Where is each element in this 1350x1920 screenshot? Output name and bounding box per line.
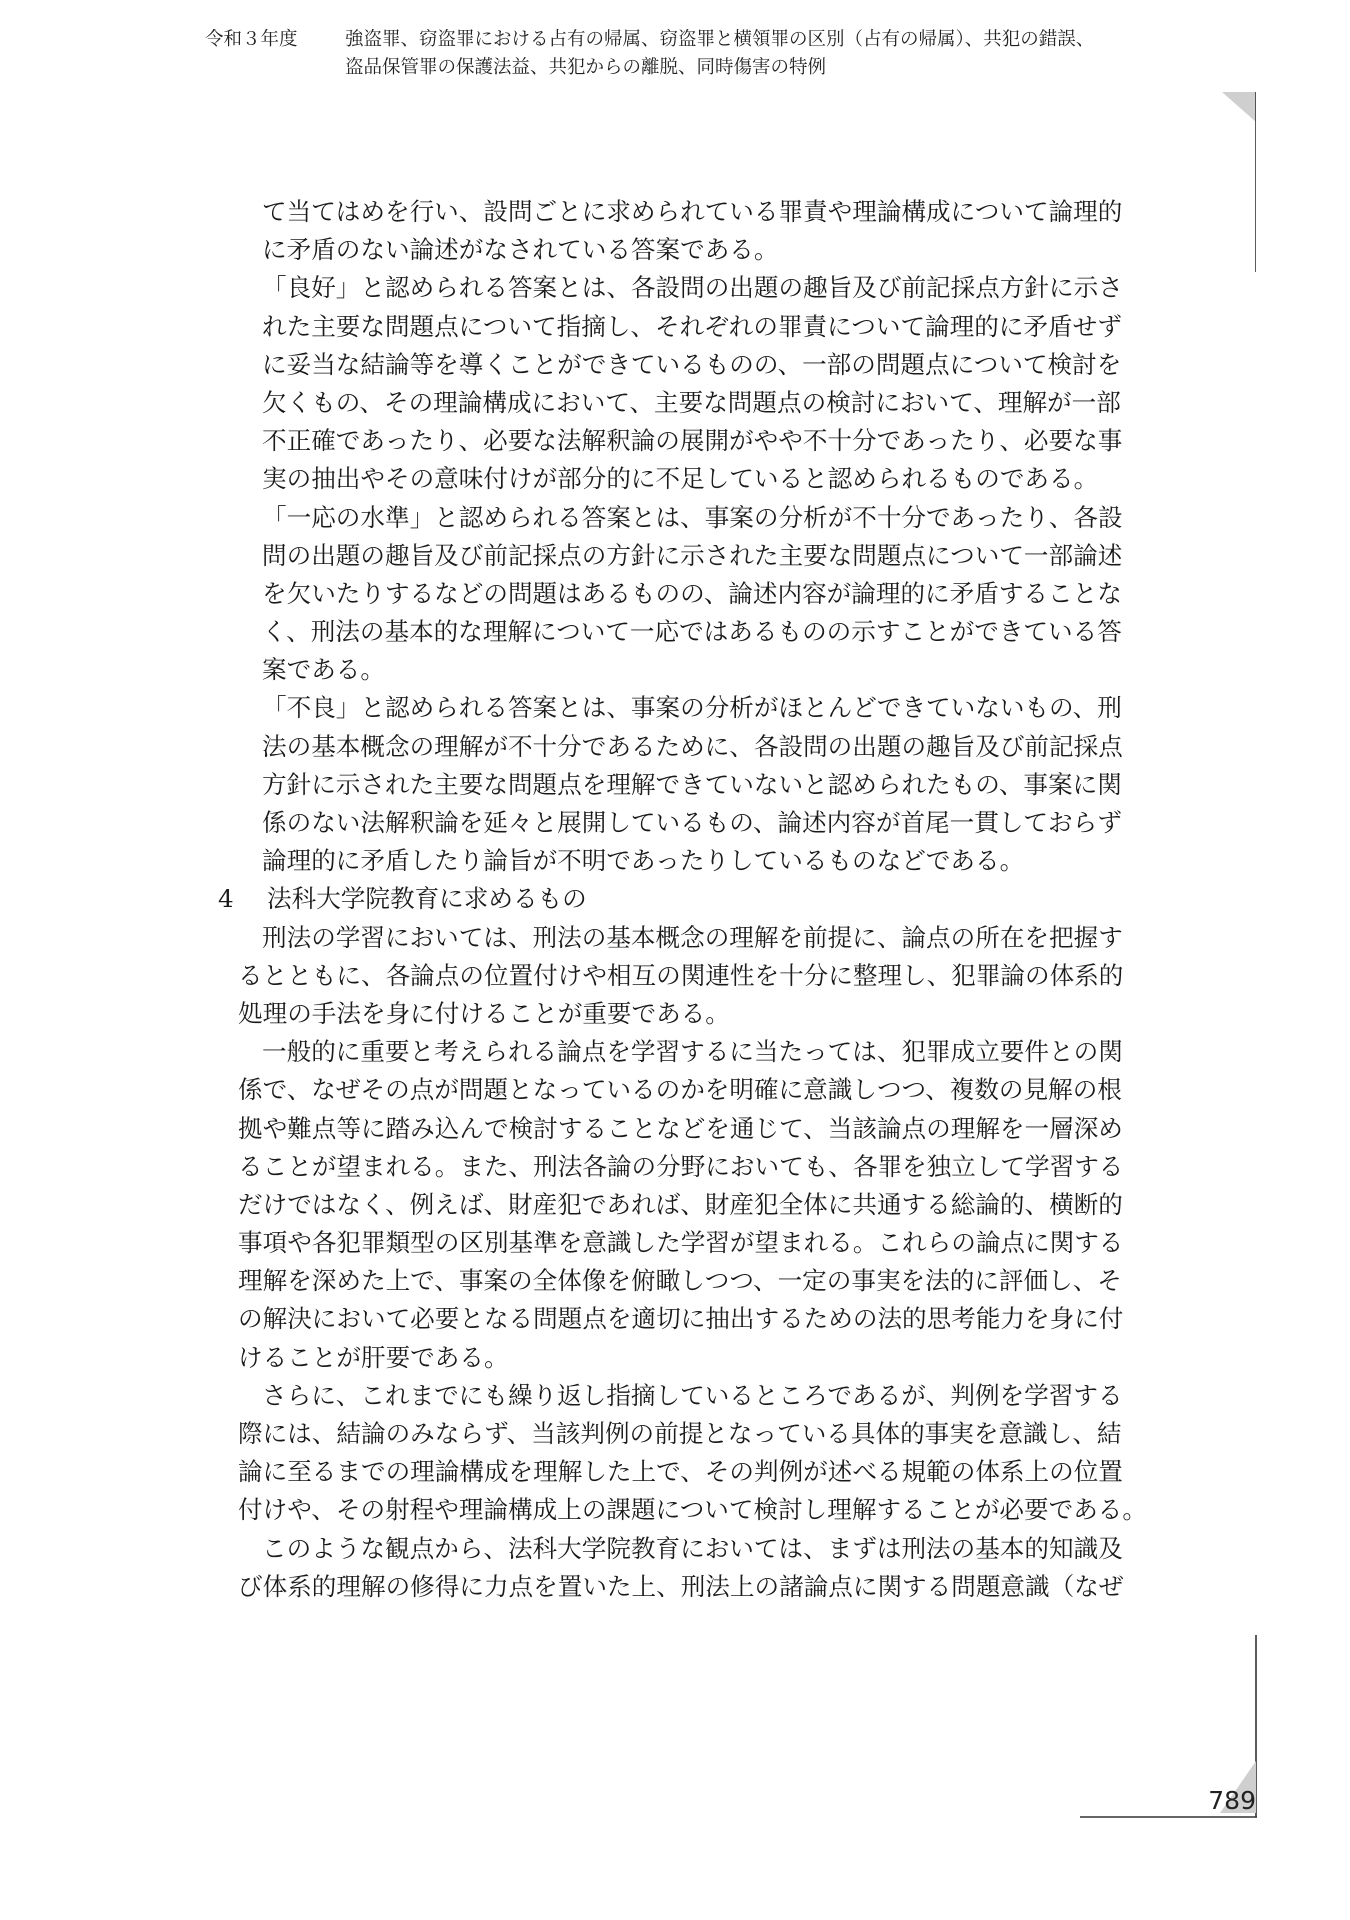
text-line: 係のない法解釈論を延々と展開しているもの、論述内容が首尾一貫しておらず — [262, 808, 1122, 837]
header-line-1 — [205, 26, 1094, 54]
text-line: 欠くもの、その理論構成において、主要な問題点の検討において、理解が一部 — [262, 387, 1121, 417]
paragraph-first-line: 「良好」と認められる答案とは、各設問の出題の趣旨及び前記採点方針に示さ — [262, 273, 1123, 303]
running-header — [205, 26, 1094, 82]
header-year: 令和３年度 — [205, 29, 298, 50]
text-line: 付けや、その射程や理論構成上の課題について検討し理解することが必要である。 — [238, 1495, 1147, 1525]
text-line: 理解を深めた上で、事案の全体像を俯瞰しつつ、一定の事実を法的に評価し、そ — [238, 1266, 1122, 1296]
section-title: 法科大学院教育に求めるもの — [267, 884, 587, 914]
text-line: だけではなく、例えば、財産犯であれば、財産犯全体に共通する総論的、横断的 — [238, 1189, 1123, 1219]
text-line: 事項や各犯罪類型の区別基準を意識した学習が望まれる。これらの論点に関する — [238, 1228, 1124, 1258]
text-line: て当てはめを行い、設問ごとに求められている罪責や理論構成について論理的 — [262, 197, 1123, 226]
text-line: 論理的に矛盾したり論旨が不明であったりしているものなどである。 — [262, 846, 1025, 876]
text-line: を欠いたりするなどの問題はあるものの、論述内容が論理的に矛盾することな — [262, 578, 1122, 608]
paragraph-first-line: 「一応の水準」と認められる答案とは、事案の分析が不十分であったり、各設 — [262, 502, 1123, 532]
text-line: 論に至るまでの理論構成を理解した上で、その判例が述べる規範の体系上の位置 — [238, 1457, 1123, 1487]
paragraph-first-line: 一般的に重要と考えられる論点を学習するに当たっては、犯罪成立要件との関 — [262, 1037, 1123, 1067]
text-line: るとともに、各論点の位置付けや相互の関連性を十分に整理し、犯罪論の体系的 — [238, 960, 1124, 990]
paragraph-first-line: このような観点から、法科大学院教育においては、まずは刑法の基本的知識及 — [262, 1533, 1123, 1563]
text-line: けることが肝要である。 — [238, 1342, 509, 1372]
text-line: び体系的理解の修得に力点を置いた上、刑法上の諸論点に関する問題意識（なぜ — [238, 1571, 1124, 1601]
text-line: に妥当な結論等を導くことができているものの、一部の問題点について検討を — [262, 349, 1122, 379]
header-title-line-2: 盗品保管罪の保護法益、共犯からの離脱、同時傷害の特例 — [345, 57, 827, 78]
text-line: 不正確であったり、必要な法解釈論の展開がやや不十分であったり、必要な事 — [262, 426, 1123, 456]
text-line: く、刑法の基本的な理解について一応ではあるものの示すことができている答 — [262, 617, 1122, 647]
text-line: 案である。 — [262, 655, 385, 685]
text-line: 処理の手法を身に付けることが重要である。 — [238, 998, 730, 1028]
text-line: 際には、結論のみならず、当該判例の前提となっている具体的事実を意識し、結 — [238, 1419, 1122, 1448]
paragraph-first-line: 刑法の学習においては、刑法の基本概念の理解を前提に、論点の所在を把握す — [262, 922, 1123, 952]
text-line: 係で、なぜその点が問題となっているのかを明確に意識しつつ、複数の見解の根 — [238, 1075, 1122, 1105]
section-heading — [0, 880, 1350, 918]
text-line: 方針に示された主要な問題点を理解できていないと認められたもの、事案に関 — [262, 769, 1122, 799]
page-number: 789 — [1208, 1786, 1256, 1815]
text-line: に矛盾のない論述がなされている答案である。 — [262, 235, 779, 265]
text-line: 実の抽出やその意味付けが部分的に不足していると認められるものである。 — [262, 464, 1099, 494]
document-body — [0, 193, 1350, 1606]
section-number: 4 — [218, 884, 234, 914]
text-line: ることが望まれる。また、刑法各論の分野においても、各罪を独立して学習する — [238, 1151, 1124, 1181]
text-line: 問の出題の趣旨及び前記採点の方針に示された主要な問題点について一部論述 — [262, 540, 1123, 570]
text-line: れた主要な問題点について指摘し、それぞれの罪責について論理的に矛盾せず — [262, 311, 1122, 341]
text-line: 拠や難点等に踏み込んで検討することなどを通じて、当該論点の理解を一層深め — [238, 1113, 1123, 1143]
header-title-line-1: 強盗罪、窃盗罪における占有の帰属、窃盗罪と横領罪の区別（占有の帰属）、共犯の錯誤、 — [345, 29, 1095, 50]
paragraph-first-line: 「不良」と認められる答案とは、事案の分析がほとんどできていないもの、刑 — [262, 693, 1122, 723]
text-line: の解決において必要となる問題点を適切に抽出するための法的思考能力を身に付 — [238, 1304, 1124, 1334]
text-line: 法の基本概念の理解が不十分であるために、各設問の出題の趣旨及び前記採点 — [262, 731, 1123, 761]
paragraph-first-line: さらに、これまでにも繰り返し指摘しているところであるが、判例を学習する — [262, 1380, 1123, 1410]
